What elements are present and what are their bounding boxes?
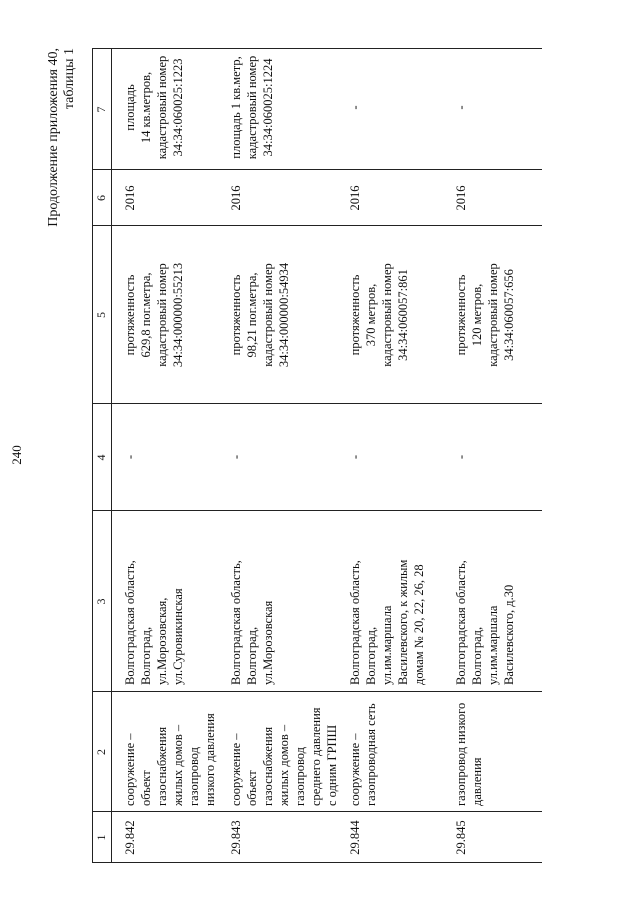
cell-note: - bbox=[454, 105, 468, 110]
continuation-line-1: Продолжение приложения 40, bbox=[46, 48, 61, 227]
column-divider bbox=[92, 48, 542, 49]
header-col-6: 6 bbox=[94, 195, 108, 201]
cell-name: газопровод низкого давления bbox=[454, 702, 484, 806]
header-col-1: 1 bbox=[94, 834, 108, 841]
header-divider bbox=[111, 48, 112, 863]
cell-col4: - bbox=[348, 454, 362, 460]
cell-name: сооружение – газопроводная сеть bbox=[348, 703, 378, 806]
cell-characteristics: протяженность 370 метров, кадастровый номер 34:34:060057:861 bbox=[348, 263, 410, 367]
column-divider bbox=[92, 225, 542, 226]
cell-year: 2016 bbox=[348, 185, 362, 211]
cell-year: 2016 bbox=[229, 185, 243, 211]
cell-col4: - bbox=[123, 454, 137, 460]
header-col-5: 5 bbox=[94, 312, 108, 318]
cell-number: 29.844 bbox=[348, 820, 362, 855]
cell-number: 29.845 bbox=[454, 820, 468, 855]
cell-characteristics: протяженность 120 метров, кадастровый номер 34:34:060057:656 bbox=[454, 263, 516, 367]
column-divider bbox=[92, 811, 542, 812]
page-number: 240 bbox=[9, 445, 24, 465]
cell-address: Волгоградская область, Волгоград, ул.им.маршала Василевского, к жилым домам № 20, 22, 26, 28 bbox=[348, 559, 426, 685]
continuation-line-2: таблицы 1 bbox=[62, 48, 77, 110]
header-col-7: 7 bbox=[94, 106, 108, 113]
column-divider bbox=[92, 862, 542, 863]
column-divider bbox=[92, 691, 542, 692]
cell-col4: - bbox=[454, 454, 468, 460]
cell-year: 2016 bbox=[123, 185, 137, 211]
continuation-note bbox=[46, 48, 78, 350]
cell-address: Волгоградская область, Волгоград, ул.им.маршала Василевского, д.30 bbox=[454, 560, 516, 685]
cell-name: сооружение – объект газоснабжения жилых домов – газопровод низкого давления bbox=[123, 713, 217, 806]
cell-note: площадь 14 кв.метров, кадастровый номер 34:34:060025:1223 bbox=[123, 55, 185, 160]
cell-note: - bbox=[348, 105, 362, 110]
cell-number: 29.842 bbox=[123, 820, 137, 855]
cell-characteristics: протяженность 98,21 пог.метра, кадастровый номер 34:34:000000:54934 bbox=[229, 262, 291, 368]
cell-address: Волгоградская область, Волгоград, ул.Морозовская, ул.Суровикинская bbox=[123, 560, 185, 685]
cell-year: 2016 bbox=[454, 185, 468, 211]
column-divider bbox=[92, 510, 542, 511]
cell-col4: - bbox=[229, 454, 243, 460]
cell-address: Волгоградская область, Волгоград, ул.Морозовская bbox=[229, 560, 275, 685]
column-divider bbox=[92, 169, 542, 170]
cell-name: сооружение – объект газоснабжения жилых домов – газопровод среднего давления с одним ГРПШ bbox=[229, 707, 339, 806]
column-divider bbox=[92, 403, 542, 404]
header-col-4: 4 bbox=[94, 454, 108, 461]
property-table bbox=[92, 48, 542, 863]
header-col-3: 3 bbox=[94, 598, 108, 605]
cell-characteristics: протяженность 629,8 пог.метра, кадастровый номер 34:34:000000:55213 bbox=[123, 262, 185, 368]
header-col-2: 2 bbox=[94, 749, 108, 755]
cell-note: площадь 1 кв.метр, кадастровый номер 34:34:060025:1224 bbox=[229, 55, 275, 160]
cell-number: 29.843 bbox=[229, 820, 243, 855]
